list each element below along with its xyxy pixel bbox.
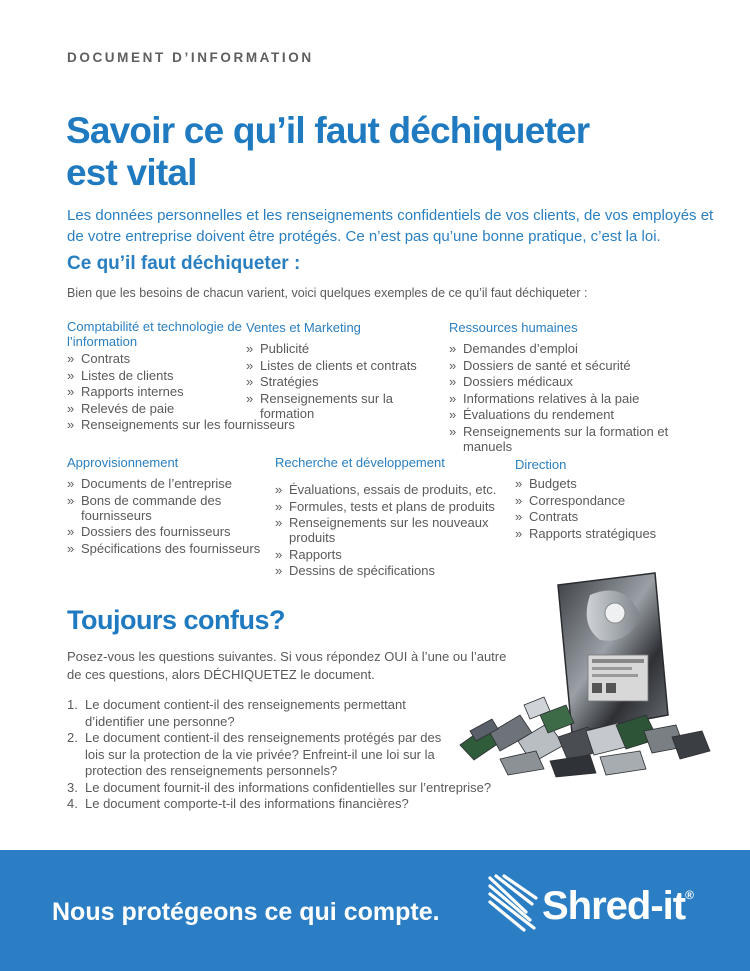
list-item: » Dossiers de santé et sécurité (449, 357, 631, 373)
category-human-resources (449, 320, 684, 455)
questions-list (67, 697, 537, 813)
category-heading: Direction (515, 457, 567, 472)
list-item: » Listes de clients et contrats (246, 357, 417, 373)
title-line-1: Savoir ce qu’il faut déchiqueter (66, 110, 590, 151)
list-item: » Renseignements sur la formation (246, 390, 393, 421)
registered-mark: ® (685, 888, 693, 902)
list-item: » Rapports stratégiques (515, 525, 657, 541)
category-heading: Recherche et développement (275, 455, 445, 470)
list-item: » Bons de commande des fournisseurs (67, 492, 222, 523)
category-procurement (67, 455, 282, 557)
category-heading: Comptabilité et technologie de l’information (67, 319, 242, 349)
confused-heading: Toujours confus? (67, 605, 285, 635)
list-item: » Dossiers des fournisseurs (67, 524, 231, 539)
list-item: » Informations relatives à la paie (449, 390, 640, 406)
shred-it-logo-icon (486, 872, 540, 934)
eyebrow: DOCUMENT D’INFORMATION (67, 50, 314, 65)
category-management (515, 457, 695, 542)
list-item: » Relevés de paie (67, 400, 175, 416)
list-item: » Stratégies (246, 374, 319, 389)
list-item: » Spécifications des fournisseurs (67, 540, 261, 556)
list-item: » Rapports (275, 546, 342, 562)
brand-logo (486, 872, 716, 942)
title-line-2: est vital (66, 152, 197, 193)
list-item: » Formules, tests et plans de produits (275, 498, 495, 514)
list-item: » Dessins de spécifications (275, 563, 435, 578)
category-list (515, 476, 695, 541)
list-item: » Publicité (246, 341, 310, 356)
list-item: » Renseignements sur la formation et manuels (449, 423, 669, 454)
list-item: » Listes de clients (67, 367, 174, 383)
category-sales-marketing (246, 320, 436, 422)
list-item: » Évaluations, essais de produits, etc. (275, 482, 497, 497)
list-item: » Évaluations du rendement (449, 407, 615, 422)
list-item: » Renseignements sur les fournisseurs (67, 417, 295, 432)
page-title (66, 110, 666, 194)
footer-tagline: Nous protégeons ce qui compte. (52, 898, 440, 926)
category-list (449, 341, 684, 454)
list-item: » Contrats (67, 351, 131, 366)
list-item: » Dossiers médicaux (449, 374, 573, 389)
category-list (67, 476, 282, 556)
category-heading: Approvisionnement (67, 455, 179, 470)
intro-paragraph: Les données personnelles et les renseignements confidentiels de vos clients, de vos employés et de votre entreprise doivent être protégés. Ce n’est pas qu’une bonne pratique, c’est la loi. (67, 207, 714, 245)
list-item: 3. Le document fournit-il des informations confidentielles sur l’entreprise? (67, 779, 492, 795)
list-item: » Contrats (515, 509, 579, 524)
category-list (246, 341, 436, 421)
list-item: 4. Le document comporte-t-il des informations financières? (67, 796, 409, 811)
category-heading: Ressources humaines (449, 320, 578, 335)
list-item: 1. Le document contient-il des renseignements permettant d’identifier une personne? (67, 697, 406, 729)
list-item: 2. Le document contient-il des renseignements protégés par des lois sur la protection de la vie privée? Enfreint-il une loi sur la protection des renseignements personnels? (67, 730, 442, 778)
list-item: » Rapports internes (67, 384, 184, 399)
list-item: » Documents de l’entreprise (67, 476, 233, 491)
list-item: » Demandes d’emploi (449, 341, 578, 356)
confused-intro: Posez-vous les questions suivantes. Si vous répondez OUI à l’une ou l’autre de ces questions, alors DÉCHIQUETEZ le document. (67, 649, 507, 682)
footer-banner (0, 850, 750, 971)
brand-name: Shred-it® (542, 884, 693, 928)
what-heading: Ce qu’il faut déchiqueter : (67, 253, 301, 274)
what-lead: Bien que les besoins de chacun varient, voici quelques exemples de ce qu’il faut déchiqueter : (67, 286, 588, 300)
list-item: » Budgets (515, 476, 577, 491)
list-item: » Correspondance (515, 492, 626, 508)
list-item: » Renseignements sur les nouveaux produits (275, 515, 489, 545)
category-heading: Ventes et Marketing (246, 320, 361, 335)
